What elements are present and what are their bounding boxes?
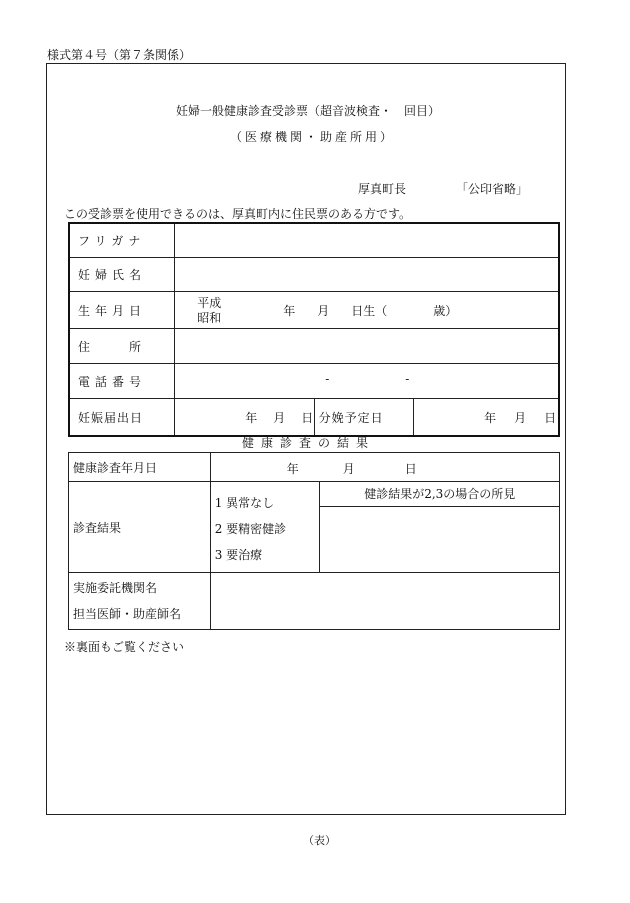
era-heisei: 平成 <box>197 296 222 310</box>
result-row <box>69 482 560 573</box>
pregnancy-report-field[interactable] <box>175 399 314 437</box>
option-treatment[interactable]: 3 要治療 <box>214 548 263 562</box>
report-day-unit: 日 <box>301 411 314 425</box>
institution-labels <box>69 573 211 630</box>
exam-date-row <box>69 453 560 482</box>
form-number: 様式第４号（第７条関係） <box>47 48 192 62</box>
option-detailed-exam[interactable]: 2 要精密健診 <box>214 522 287 536</box>
due-day-unit: 日 <box>544 411 557 425</box>
report-due-row <box>69 399 559 437</box>
seal-omitted: 「公印省略」 <box>456 182 529 196</box>
name-field[interactable] <box>175 258 559 292</box>
address-label: 住 所 <box>69 329 175 364</box>
dob-age: 歳） <box>433 304 458 318</box>
findings-header: 健診結果が2,3の場合の所見 <box>320 482 559 507</box>
dob-year-unit: 年 <box>283 304 296 318</box>
form-title: 妊婦一般健康診査受診票（超音波検査・ 回目） <box>176 104 441 118</box>
phone-field[interactable] <box>175 364 559 399</box>
dob-month-unit: 月 <box>317 304 330 318</box>
exam-year-unit: 年 <box>286 462 299 476</box>
institution-label: 実施委託機関名 <box>73 581 158 595</box>
phone-row <box>69 364 559 399</box>
pregnancy-report-label: 妊娠届出日 <box>69 399 175 437</box>
results-table <box>68 452 560 630</box>
phone-dash-1: - <box>325 372 330 386</box>
due-date-label: 分娩予定日 <box>314 399 414 437</box>
exam-date-field[interactable] <box>210 453 559 482</box>
report-year-unit: 年 <box>245 411 258 425</box>
dob-label: 生年月日 <box>69 292 175 329</box>
furigana-label: フリガナ <box>69 223 175 258</box>
findings-cell <box>320 482 560 573</box>
phone-dash-2: - <box>405 372 410 386</box>
address-field[interactable] <box>175 329 559 364</box>
due-month-unit: 月 <box>514 411 527 425</box>
furigana-field[interactable] <box>175 223 559 258</box>
front-side-marker: （表） <box>303 834 336 847</box>
dob-field[interactable] <box>175 292 559 329</box>
institution-field[interactable] <box>210 573 559 630</box>
name-row <box>69 258 559 292</box>
name-label: 妊婦氏名 <box>69 258 175 292</box>
address-row <box>69 329 559 364</box>
institution-row <box>69 573 560 630</box>
exam-day-unit: 日 <box>404 462 417 476</box>
furigana-row <box>69 223 559 258</box>
doctor-label: 担当医師・助産師名 <box>73 607 182 621</box>
report-month-unit: 月 <box>273 411 286 425</box>
findings-field[interactable] <box>320 507 559 571</box>
eligibility-notice: この受診票を使用できるのは、厚真町内に住民票のある方です。 <box>64 207 412 221</box>
see-reverse-note: ※裏面もご覧ください <box>64 640 185 654</box>
phone-label: 電話番号 <box>69 364 175 399</box>
dob-day-born: 日生（ <box>351 304 388 318</box>
due-year-unit: 年 <box>484 411 497 425</box>
exam-month-unit: 月 <box>342 462 355 476</box>
option-normal[interactable]: 1 異常なし <box>214 496 275 510</box>
issuer: 厚真町長 <box>358 182 407 196</box>
result-options <box>210 482 320 573</box>
exam-date-label: 健康診査年月日 <box>69 453 211 482</box>
results-section-title: 健康診査の結果 <box>242 436 376 450</box>
patient-info-table <box>68 222 560 437</box>
form-subtitle: （医療機関・助産所用） <box>230 130 396 144</box>
era-showa: 昭和 <box>197 311 222 325</box>
due-date-field[interactable] <box>414 399 559 437</box>
dob-row <box>69 292 559 329</box>
result-label: 診査結果 <box>69 482 211 573</box>
